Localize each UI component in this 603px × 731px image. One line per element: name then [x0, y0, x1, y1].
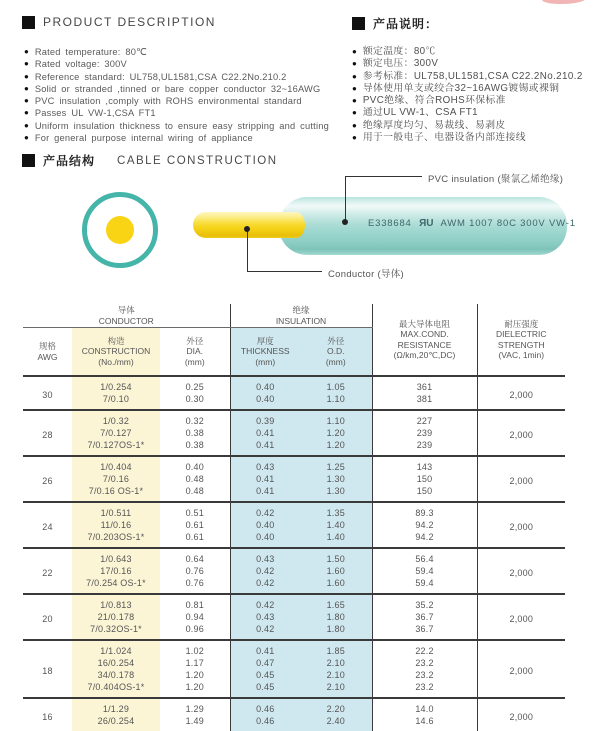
list-item	[352, 58, 583, 70]
list-item-text: Reference standard: UL758,UL1581,CSA C22.2No.210.2	[34, 71, 287, 82]
list-item	[24, 120, 329, 132]
thickness-cell: 0.42	[230, 502, 300, 519]
od-cell: 1.50	[300, 548, 372, 565]
awg-cell: 20	[23, 594, 72, 640]
dielectric-header: 耐压强度 DIELECTRIC STRENGTH (VAC, 1min)	[495, 318, 547, 360]
resistance-cell: 35.2	[372, 594, 477, 611]
od-cell: 1.40	[300, 531, 372, 548]
table-row	[23, 410, 565, 427]
od-cell: 1.20	[300, 427, 372, 439]
dia-cell: 0.30	[160, 393, 230, 410]
od-cell: 1.10	[300, 393, 372, 410]
thickness-cell: 0.40	[230, 519, 300, 531]
thickness-cell: 0.42	[230, 594, 300, 611]
dia-cell: 0.94	[160, 611, 230, 623]
cable-print-text	[368, 218, 576, 229]
table-row	[23, 640, 565, 657]
dia-cell: 0.64	[160, 548, 230, 565]
resistance-cell: 23.2	[372, 657, 477, 669]
od-cell: 1.65	[300, 594, 372, 611]
square-bullet-icon	[22, 16, 35, 29]
construction-cell: 1/0.254	[72, 376, 160, 393]
thickness-cell: 0.41	[230, 640, 300, 657]
od-cell: 2.10	[300, 657, 372, 669]
list-item-text: Solid or stranded ,tinned or bare copper conductor 32~16AWG	[34, 83, 321, 94]
dia-cell: 0.48	[160, 485, 230, 502]
thickness-cell: 0.41	[230, 485, 300, 502]
list-item-text: 参考标准：UL758,UL1581,CSA C22.2No.210.2	[362, 70, 583, 82]
od-cell: 1.05	[300, 376, 372, 393]
od-cell: 1.40	[300, 519, 372, 531]
dielectric-cell: 2,000	[477, 594, 565, 640]
list-item-text: 用于一般电子、电器设备内部连接线	[362, 132, 526, 144]
resistance-cell: 14.6	[372, 715, 477, 731]
thickness-cell: 0.42	[230, 623, 300, 640]
dia-cell: 1.20	[160, 669, 230, 681]
awg-cell: 26	[23, 456, 72, 502]
bullet-icon: ●	[352, 47, 357, 56]
dia-header: 外径 DIA. (mm)	[160, 328, 230, 377]
dia-cell: 0.38	[160, 439, 230, 456]
thickness-cell: 0.43	[230, 456, 300, 473]
construction-cell: 1/0.813	[72, 594, 160, 611]
list-item-text: 额定温度：80℃	[362, 46, 436, 57]
dia-cell: 1.49	[160, 715, 230, 731]
list-item-text: 导体使用单支或绞合32~16AWG镀锡或裸铜	[362, 82, 560, 94]
awg-cell: 24	[23, 502, 72, 548]
od-cell: 1.35	[300, 502, 372, 519]
thickness-cell: 0.41	[230, 473, 300, 485]
leader-line	[345, 176, 346, 223]
dia-cell: 0.81	[160, 594, 230, 611]
bullet-icon: ●	[24, 47, 29, 56]
construction-cell: 1/0.511	[72, 502, 160, 519]
construction-cell: 7/0.32OS-1*	[72, 623, 160, 640]
od-header: 外径 O.D. (mm)	[300, 328, 372, 377]
section-title: PRODUCT DESCRIPTION	[43, 15, 216, 29]
list-item	[24, 58, 329, 70]
square-bullet-icon	[22, 154, 35, 167]
resistance-cell: 239	[372, 427, 477, 439]
cable-conductor-3d	[193, 212, 305, 238]
table-row	[23, 502, 565, 519]
od-cell: 1.60	[300, 565, 372, 577]
construction-cell: 26/0.254	[72, 715, 160, 731]
dielectric-cell: 2,000	[477, 376, 565, 410]
dia-cell: 0.61	[160, 519, 230, 531]
od-cell: 1.25	[300, 456, 372, 473]
resistance-cell: 22.2	[372, 640, 477, 657]
table-row	[23, 376, 565, 393]
leader-line	[247, 229, 248, 271]
dielectric-cell: 2,000	[477, 698, 565, 731]
product-notes-heading	[352, 15, 438, 32]
bullet-icon: ●	[352, 71, 357, 81]
thickness-cell: 0.42	[230, 577, 300, 594]
dia-cell: 1.29	[160, 698, 230, 715]
construction-header: 构造 CONSTRUCTION (No./mm)	[72, 328, 160, 377]
list-item	[24, 46, 329, 58]
thickness-cell: 0.46	[230, 698, 300, 715]
bullet-icon: ●	[352, 59, 357, 69]
bullet-icon: ●	[352, 96, 357, 106]
resistance-cell: 361	[372, 376, 477, 393]
dielectric-cell: 2,000	[477, 548, 565, 594]
od-cell: 1.30	[300, 473, 372, 485]
list-item-text: 通过UL VW-1、CSA FT1	[362, 107, 478, 119]
resistance-cell: 227	[372, 410, 477, 427]
list-item-text: Rated voltage: 300V	[34, 59, 127, 70]
bullet-icon: ●	[24, 83, 29, 93]
cert-number: E338684	[368, 218, 412, 229]
bullet-icon: ●	[352, 108, 357, 118]
od-cell: 2.10	[300, 681, 372, 698]
leader-dot	[342, 219, 348, 225]
list-item	[24, 83, 329, 95]
section-title: 产品说明：	[373, 17, 439, 31]
resistance-cell: 150	[372, 485, 477, 502]
dia-cell: 0.96	[160, 623, 230, 640]
construction-cell: 7/0.127	[72, 427, 160, 439]
od-cell: 1.60	[300, 577, 372, 594]
ul-recognized-icon: ЯU	[419, 218, 434, 229]
construction-cell: 34/0.178	[72, 669, 160, 681]
print-spec: AWM 1007 80C 300V VW-1	[440, 218, 576, 229]
resistance-cell: 239	[372, 439, 477, 456]
construction-cell: 11/0.16	[72, 519, 160, 531]
awg-cell: 22	[23, 548, 72, 594]
bullet-icon: ●	[352, 83, 357, 93]
list-item	[352, 46, 583, 58]
resistance-cell: 94.2	[372, 531, 477, 548]
awg-cell: 16	[23, 698, 72, 731]
dia-cell: 1.02	[160, 640, 230, 657]
dia-cell: 0.38	[160, 427, 230, 439]
bullet-icon: ●	[24, 96, 29, 106]
list-item	[352, 83, 583, 95]
dielectric-cell: 2,000	[477, 640, 565, 698]
awg-cell: 30	[23, 376, 72, 410]
resistance-cell: 56.4	[372, 548, 477, 565]
list-item-text: 绝缘厚度均匀、易裁线、易剥皮	[362, 119, 506, 131]
dia-cell: 0.25	[160, 376, 230, 393]
list-item	[24, 132, 329, 144]
construction-cell: 7/0.404OS-1*	[72, 681, 160, 698]
list-item	[24, 107, 329, 119]
resistance-cell: 89.3	[372, 502, 477, 519]
thickness-cell: 0.42	[230, 565, 300, 577]
construction-cell: 1/1.29	[72, 698, 160, 715]
awg-cell: 18	[23, 640, 72, 698]
od-cell: 1.10	[300, 410, 372, 427]
resistance-cell: 143	[372, 456, 477, 473]
resistance-cell: 94.2	[372, 519, 477, 531]
list-item	[352, 107, 583, 119]
section-title-en: CABLE CONSTRUCTION	[117, 154, 278, 167]
resistance-cell: 36.7	[372, 623, 477, 640]
od-cell: 2.20	[300, 698, 372, 715]
list-item-text: Uniform insulation thickness to ensure easy stripping and cutting	[34, 120, 329, 131]
dia-cell: 1.20	[160, 681, 230, 698]
od-cell: 1.20	[300, 439, 372, 456]
construction-cell: 7/0.127OS-1*	[72, 439, 160, 456]
square-bullet-icon	[352, 17, 365, 30]
od-cell: 1.85	[300, 640, 372, 657]
cable-cross-section	[82, 192, 158, 268]
spec-table-body	[23, 376, 565, 731]
conductor-group-header: 导体 CONDUCTOR	[23, 304, 230, 328]
resistance-cell: 36.7	[372, 611, 477, 623]
awg-cell: 28	[23, 410, 72, 456]
list-item	[24, 95, 329, 107]
dielectric-cell: 2,000	[477, 502, 565, 548]
thickness-cell: 0.40	[230, 393, 300, 410]
dia-cell: 0.32	[160, 410, 230, 427]
construction-cell: 7/0.254 OS-1*	[72, 577, 160, 594]
thickness-cell: 0.47	[230, 657, 300, 669]
insulation-group-header: 绝缘 INSULATION	[230, 304, 372, 328]
list-item-text: PVC绝缘、符合ROHS环保标准	[362, 95, 506, 107]
product-notes-list	[352, 46, 583, 144]
leader-dot	[244, 226, 250, 232]
bullet-icon: ●	[24, 133, 29, 143]
thickness-cell: 0.43	[230, 611, 300, 623]
thickness-cell: 0.43	[230, 548, 300, 565]
od-cell: 1.80	[300, 611, 372, 623]
leader-line	[247, 271, 322, 272]
dia-cell: 1.17	[160, 657, 230, 669]
thickness-cell: 0.40	[230, 531, 300, 548]
thickness-cell: 0.40	[230, 376, 300, 393]
dielectric-cell: 2,000	[477, 456, 565, 502]
thickness-header: 厚度 THICKNESS (mm)	[230, 328, 300, 377]
construction-cell: 1/0.404	[72, 456, 160, 473]
resistance-cell: 23.2	[372, 669, 477, 681]
conductor-core	[106, 216, 134, 244]
thickness-cell: 0.46	[230, 715, 300, 731]
bullet-icon: ●	[24, 120, 29, 130]
dielectric-cell: 2,000	[477, 410, 565, 456]
dia-cell: 0.40	[160, 456, 230, 473]
dia-cell: 0.48	[160, 473, 230, 485]
construction-cell: 7/0.203OS-1*	[72, 531, 160, 548]
table-row	[23, 456, 565, 473]
section-title-cn: 产品结构	[43, 154, 96, 168]
bullet-icon: ●	[24, 71, 29, 81]
dia-cell: 0.51	[160, 502, 230, 519]
table-row	[23, 698, 565, 715]
thickness-cell: 0.45	[230, 681, 300, 698]
conductor-label: Conductor (导体)	[328, 269, 404, 280]
construction-cell: 1/0.643	[72, 548, 160, 565]
list-item-text: 额定电压：300V	[362, 58, 439, 70]
construction-cell: 7/0.16 OS-1*	[72, 485, 160, 502]
table-row	[23, 548, 565, 565]
leader-line	[345, 176, 422, 177]
thickness-cell: 0.41	[230, 439, 300, 456]
list-item-text: PVC insulation ,comply with ROHS environmental standard	[34, 96, 302, 107]
table-group-header-row	[23, 304, 565, 328]
construction-cell: 1/1.024	[72, 640, 160, 657]
list-item-text: For general purpose internal wiring of appliance	[34, 133, 253, 144]
construction-cell: 16/0.254	[72, 657, 160, 669]
list-item	[24, 71, 329, 83]
construction-cell: 7/0.16	[72, 473, 160, 485]
table-row	[23, 594, 565, 611]
od-cell: 1.80	[300, 623, 372, 640]
list-item	[352, 71, 583, 83]
resistance-cell: 59.4	[372, 565, 477, 577]
thickness-cell: 0.41	[230, 427, 300, 439]
construction-cell: 1/0.32	[72, 410, 160, 427]
resistance-cell: 23.2	[372, 681, 477, 698]
bullet-icon: ●	[352, 120, 357, 130]
resistance-header: 最大导体电阻 MAX.COND. RESISTANCE (Ω/km,20℃,DC)	[372, 304, 477, 376]
resistance-cell: 381	[372, 393, 477, 410]
bullet-icon: ●	[24, 59, 29, 69]
logo-artifact	[542, 0, 586, 5]
spec-table	[23, 304, 565, 731]
list-item-text: Passes UL VW-1,CSA FT1	[34, 108, 156, 119]
construction-cell: 7/0.10	[72, 393, 160, 410]
od-cell: 2.40	[300, 715, 372, 731]
product-description-heading	[22, 15, 216, 29]
resistance-cell: 14.0	[372, 698, 477, 715]
list-item	[352, 95, 583, 107]
bullet-icon: ●	[352, 133, 357, 143]
list-item	[352, 120, 583, 132]
resistance-cell: 150	[372, 473, 477, 485]
product-description-list	[24, 46, 329, 144]
od-cell: 1.30	[300, 485, 372, 502]
pvc-insulation-label: PVC insulation (聚氯乙烯绝缘)	[428, 174, 564, 185]
dia-cell: 0.61	[160, 531, 230, 548]
od-cell: 2.10	[300, 669, 372, 681]
list-item	[352, 132, 583, 144]
thickness-cell: 0.39	[230, 410, 300, 427]
bullet-icon: ●	[24, 108, 29, 118]
construction-cell: 17/0.16	[72, 565, 160, 577]
list-item-text: Rated temperature: 80℃	[34, 47, 147, 57]
construction-heading	[22, 152, 278, 169]
awg-header: 规格 AWG	[37, 341, 58, 362]
dia-cell: 0.76	[160, 565, 230, 577]
construction-cell: 21/0.178	[72, 611, 160, 623]
thickness-cell: 0.45	[230, 669, 300, 681]
resistance-cell: 59.4	[372, 577, 477, 594]
dia-cell: 0.76	[160, 577, 230, 594]
